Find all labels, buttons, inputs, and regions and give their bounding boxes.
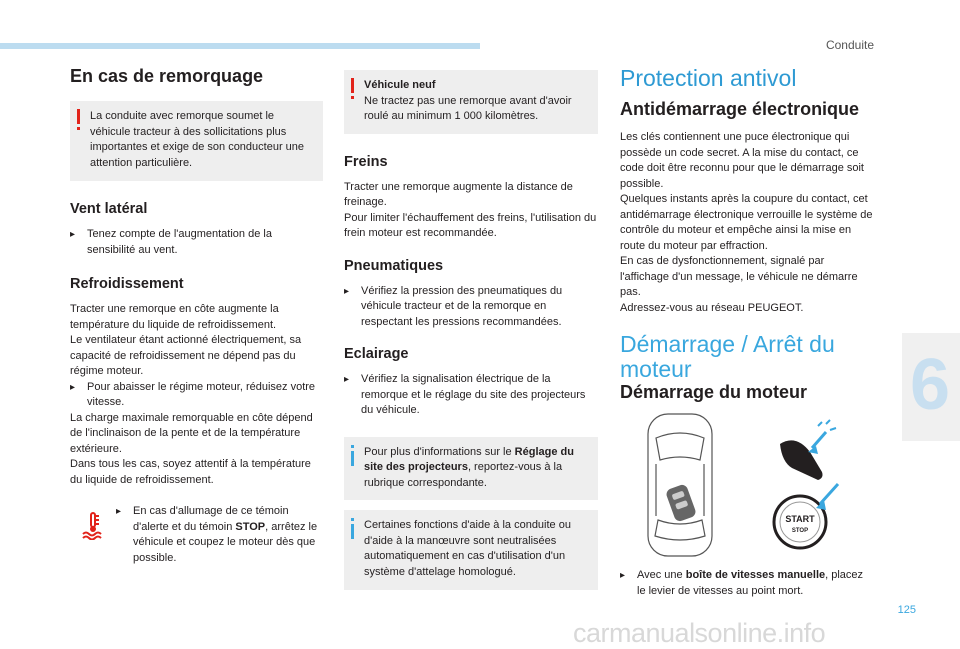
paragraph: Dans tous les cas, soyez attentif à la température du liquide de refroidissement. <box>70 458 311 486</box>
exclamation-icon <box>350 78 354 100</box>
towing-title: En cas de remorquage <box>70 66 264 86</box>
paragraph: La charge maximale remorquable en côte dépend de l'inclinaison de la pente et de la température extérieure. <box>70 411 313 455</box>
arrow-bullet-icon: ▸ <box>116 506 122 517</box>
refroidissement-title: Refroidissement <box>70 276 184 292</box>
arrow-bullet-icon: ▸ <box>344 374 350 385</box>
paragraph: Adressez-vous au réseau PEUGEOT. <box>620 301 804 314</box>
svg-text:STOP: STOP <box>791 528 809 534</box>
arrow-bullet-icon: ▸ <box>70 381 76 393</box>
right-column <box>620 66 874 413</box>
list-item: ▸ Vérifiez la signalisation électrique de la remorque et le réglage du site des projecteurs du véhicule. <box>344 372 598 419</box>
eclairage-title: Eclairage <box>344 346 409 362</box>
svg-text:START: START <box>785 514 815 524</box>
paragraph: Quelques instants après la coupure du contact, cet antidémarrage électronique verrouille le système de contrôle du moteur et empêche ainsi la mise en route du moteur par effraction. <box>620 193 873 252</box>
section-title: Protection antivol <box>620 65 797 91</box>
arrow-bullet-icon: ▸ <box>344 285 350 297</box>
pneumatiques-title: Pneumatiques <box>344 257 444 274</box>
list-item: ▸ Avec une boîte de vitesses manuelle, placez le levier de vitesses au point mort. <box>620 568 870 599</box>
coolant-warning-row <box>70 504 323 566</box>
page-number: 125 <box>897 604 916 616</box>
section-title: Démarrage / Arrêt du moteur <box>620 331 835 382</box>
key-fob-icon <box>665 483 697 522</box>
info-icon <box>350 518 354 540</box>
paragraph: Tracter une remorque augmente la distance de freinage. <box>344 180 573 208</box>
coolant-temperature-icon <box>70 504 116 566</box>
subsection-title: Antidémarrage électronique <box>620 99 860 119</box>
warning-box <box>344 70 598 134</box>
vent-title: Vent latéral <box>70 201 148 217</box>
middle-column <box>344 70 598 590</box>
subsection-title: Démarrage du moteur <box>620 382 808 402</box>
left-column <box>70 66 323 566</box>
start-stop-button-icon <box>774 484 838 548</box>
arrow-bullet-icon: ▸ <box>620 570 626 581</box>
new-vehicle-text: Ne tractez pas une remorque avant d'avoir roulé au minimum 1 000 kilomètres. <box>364 94 572 122</box>
list-item: ▸ Tenez compte de l'augmentation de la sensibilité au vent. <box>70 227 323 258</box>
warning-box <box>70 101 323 181</box>
info-text: Certaines fonctions d'aide à la conduite ou d'aide à la manœuvre sont neutralisées automatiquement en cas d'utilisation d'un système d'attelage homologué. <box>364 519 571 578</box>
new-vehicle-title: Véhicule neuf <box>364 79 436 91</box>
info-box: Pour plus d'informations sur le Réglage du site des projecteurs, reportez-vous à la rubrique correspondante. <box>344 437 598 501</box>
list-item: ▸ Vérifiez la pression des pneumatiques du véhicule tracteur et de la remorque en respectant les pressions recommandées. <box>344 284 598 331</box>
paragraph: Pour limiter l'échauffement des freins, l'utilisation du frein moteur est recommandée. <box>344 211 597 239</box>
list-item: ▸ Pour abaisser le régime moteur, réduisez votre vitesse. <box>70 380 323 411</box>
arrow-bullet-icon: ▸ <box>70 229 76 240</box>
chapter-label: Conduite <box>825 38 874 52</box>
paragraph: Tracter une remorque en côte augmente la température du liquide de refroidissement. <box>70 303 279 331</box>
exclamation-icon <box>76 109 80 131</box>
freins-title: Freins <box>344 153 388 170</box>
warning-text: La conduite avec remorque soumet le véhicule tracteur à des sollicitations plus importantes et exige de son conducteur une attention particulière. <box>90 110 305 169</box>
info-icon <box>350 445 354 467</box>
car-top-view-icon <box>648 414 712 556</box>
chapter-tab: 6 <box>902 333 960 441</box>
info-box <box>344 510 598 590</box>
foot-on-pedal-icon <box>780 420 836 480</box>
paragraph: En cas de dysfonctionnement, signalé par l'affichage d'un message, le véhicule ne démarre pas. <box>620 255 858 298</box>
paragraph: Le ventilateur étant actionné électriquement, sa capacité de refroidissement ne dépend pas du régime moteur. <box>70 334 302 377</box>
paragraph: Les clés contiennent une puce électronique qui possède un code secret. A la mise du contact, ce code doit être reconnu pour que le démarrage soit possible. <box>620 131 864 190</box>
start-figure <box>640 412 855 562</box>
watermark: carmanualsonline.info <box>573 618 826 648</box>
header-bar <box>0 43 480 49</box>
list-item: ▸ En cas d'allumage de ce témoin d'alerte et du témoin STOP, arrêtez le véhicule et coupez le moteur dès que possible. <box>116 504 323 566</box>
